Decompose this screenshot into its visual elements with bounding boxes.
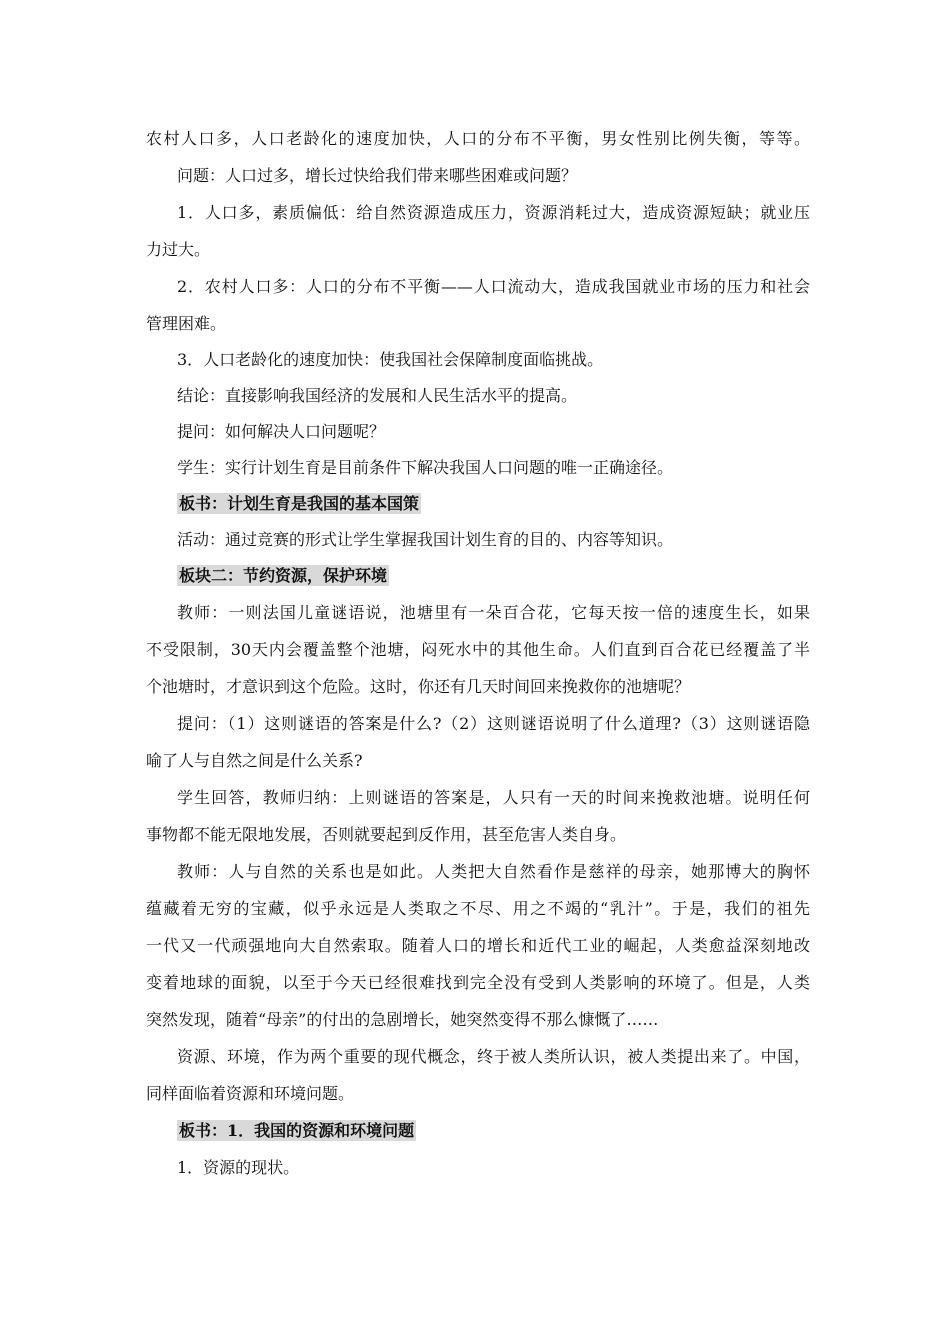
text-line: 提问：（1）这则谜语的答案是什么?（2）这则谜语说明了什么道理?（3）这则谜语隐: [177, 714, 810, 733]
text-line: 1．资源的现状。: [177, 1158, 300, 1177]
heading-text: 板书：1．我国的资源和环境问题: [179, 1121, 415, 1140]
text-line: 力过大。: [146, 240, 211, 259]
text-line: 不受限制，30天内会覆盖整个池塘，闷死水中的其他生命。人们直到百合花已经覆盖了半: [146, 640, 810, 659]
text-line: 管理困难。: [146, 314, 227, 333]
text-line: 问题：人口过多，增长过快给我们带来哪些困难或问题？: [177, 166, 578, 185]
text-line: 喻了人与自然之间是什么关系?: [146, 751, 363, 770]
text-line: 活动：通过竞赛的形式让学生掌握我国计划生育的目的、内容等知识。: [177, 530, 674, 549]
text-line: 变着地球的面貌，以至于今天已经很难找到完全没有受到人类影响的环境了。但是，人类: [146, 973, 810, 992]
text-line: 突然发现，随着“母亲”的付出的急剧增长，她突然变得不那么慷慨了……: [146, 1010, 659, 1029]
text-line: 学生回答，教师归纳：上则谜语的答案是，人只有一天的时间来挽救池塘。说明任何: [177, 788, 810, 807]
text-line: 蕴藏着无穷的宝藏，似乎永远是人类取之不尽、用之不竭的“乳汁”。于是，我们的祖先: [146, 899, 810, 918]
text-line: 1．人口多，素质偏低：给自然资源造成压力，资源消耗过大，造成资源短缺；就业压: [177, 203, 810, 222]
text-line: 事物都不能无限地发展，否则就要起到反作用，甚至危害人类自身。: [146, 825, 627, 844]
text-line: 教师：人与自然的关系也是如此。人类把大自然看作是慈祥的母亲，她那博大的胸怀: [177, 862, 810, 881]
text-line: 个池塘时，才意识到这个危险。这时，你还有几天时间回来挽救你的池塘呢？: [146, 677, 691, 696]
text-line: 3．人口老龄化的速度加快：使我国社会保障制度面临挑战。: [177, 350, 604, 369]
text-line: 2．农村人口多：人口的分布不平衡——人口流动大，造成我国就业市场的压力和社会: [177, 277, 810, 296]
heading-text: 板书：计划生育是我国的基本国策: [179, 494, 420, 513]
section-heading-resources: [146, 558, 810, 594]
document-body: [146, 120, 810, 1186]
text-line: 一代又一代顽强地向大自然索取。随着人口的增长和近代工业的崛起，人类愈益深刻地改: [146, 936, 810, 955]
text-line: 教师：一则法国儿童谜语说，池塘里有一朵百合花，它每天按一倍的速度生长，如果: [177, 603, 810, 622]
board-heading-family-planning: [146, 486, 810, 522]
text-line: 资源、环境，作为两个重要的现代概念，终于被人类所认识，被人类提出来了。中国，: [177, 1047, 810, 1066]
text-line: 提问：如何解决人口问题呢？: [177, 422, 386, 441]
text-line: 农村人口多，人口老龄化的速度加快，人口的分布不平衡，男女性别比例失衡，等等。: [146, 129, 810, 148]
board-heading-resources-environment: [146, 1112, 810, 1149]
text-line: 同样面临着资源和环境问题。: [146, 1084, 355, 1103]
text-line: 结论：直接影响我国经济的发展和人民生活水平的提高。: [177, 386, 578, 405]
heading-text: 板块二：节约资源，保护环境: [179, 566, 388, 585]
text-line: 学生：实行计划生育是目前条件下解决我国人口问题的唯一正确途径。: [177, 458, 674, 477]
